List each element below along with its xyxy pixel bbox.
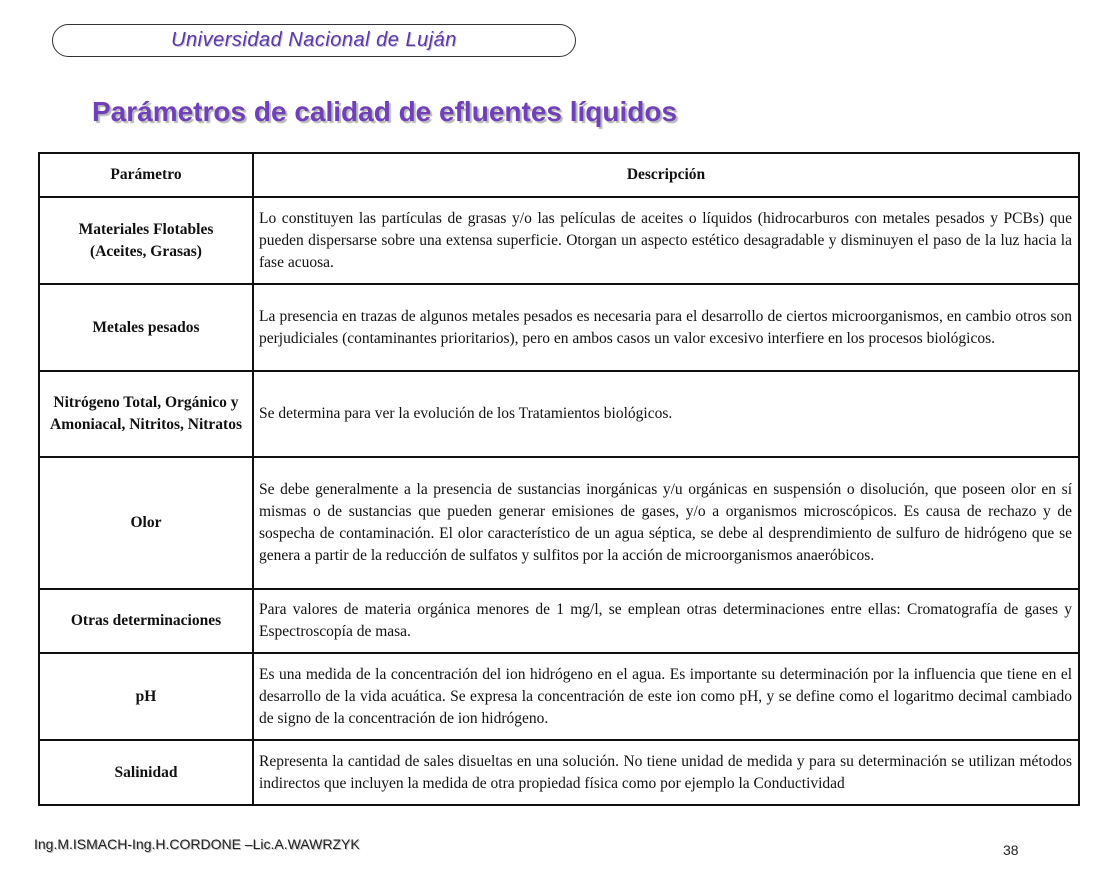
parameters-table [38, 152, 1080, 806]
description-cell: Para valores de materia orgánica menores de 1 mg/l, se emplean otras determinaciones entre ellas: Cromatografía de gases y Espectroscopía de masa. [253, 589, 1079, 653]
table-row [39, 457, 1079, 589]
parameter-cell: Metales pesados [39, 284, 253, 371]
parameter-cell: pH [39, 653, 253, 740]
description-cell: Es una medida de la concentración del ion hidrógeno en el agua. Es importante su determinación por la influencia que tiene en el desarrollo de la vida acuática. Se expresa la concentración de este ion como pH, y se define como el logaritmo decimal cambiado de signo de la concentración de ion hidrógeno. [253, 653, 1079, 740]
footer-authors: Ing.M.ISMACH-Ing.H.CORDONE –Lic.A.WAWRZYK [34, 836, 360, 852]
university-header [52, 24, 576, 57]
description-cell: Lo constituyen las partículas de grasas y/o las películas de aceites o líquidos (hidrocarburos con metales pesados y PCBs) que pueden dispersarse sobre una extensa superficie. Otorgan un aspecto estético desagradable y disminuyen el paso de la luz hacia la fase acuosa. [253, 197, 1079, 284]
parameter-cell: Nitrógeno Total, Orgánico y Amoniacal, Nitritos, Nitratos [39, 371, 253, 457]
parameter-cell: Materiales Flotables (Aceites, Grasas) [39, 197, 253, 284]
table-row [39, 197, 1079, 284]
description-cell: Se determina para ver la evolución de los Tratamientos biológicos. [253, 371, 1079, 457]
description-cell: Representa la cantidad de sales disueltas en una solución. No tiene unidad de medida y para su determinación se utilizan métodos indirectos que incluyen la medida de otra propiedad física como por ejemplo la Conductividad [253, 740, 1079, 805]
table-row [39, 284, 1079, 371]
page-number: 38 [1003, 842, 1019, 858]
description-cell: Se debe generalmente a la presencia de sustancias inorgánicas y/u orgánicas en suspensión o disolución, que poseen olor en sí mismas o de sustancias que pueden generar emisiones de gases, y/o a organismos microscópicos. Es causa de rechazo y de sospecha de contaminación. El olor característico de un agua séptica, se debe al desprendimiento de sulfuro de hidrógeno que se genera a partir de la reducción de sulfatos y sulfitos por la acción de microorganismos anaeróbicos. [253, 457, 1079, 589]
table-row [39, 740, 1079, 805]
table-row [39, 371, 1079, 457]
table-header-row [39, 153, 1079, 197]
column-header-description: Descripción [253, 153, 1079, 197]
description-cell: La presencia en trazas de algunos metales pesados es necesaria para el desarrollo de ciertos microorganismos, en cambio otros son perjudiciales (contaminantes prioritarios), pero en ambos casos un valor excesivo interfiere en los procesos biológicos. [253, 284, 1079, 371]
parameter-cell: Salinidad [39, 740, 253, 805]
parameter-cell: Olor [39, 457, 253, 589]
university-name: Universidad Nacional de Luján [171, 29, 457, 51]
slide-title: Parámetros de calidad de efluentes líquidos [92, 96, 678, 127]
parameter-cell: Otras determinaciones [39, 589, 253, 653]
column-header-parameter: Parámetro [39, 153, 253, 197]
table-row [39, 589, 1079, 653]
table-row [39, 653, 1079, 740]
